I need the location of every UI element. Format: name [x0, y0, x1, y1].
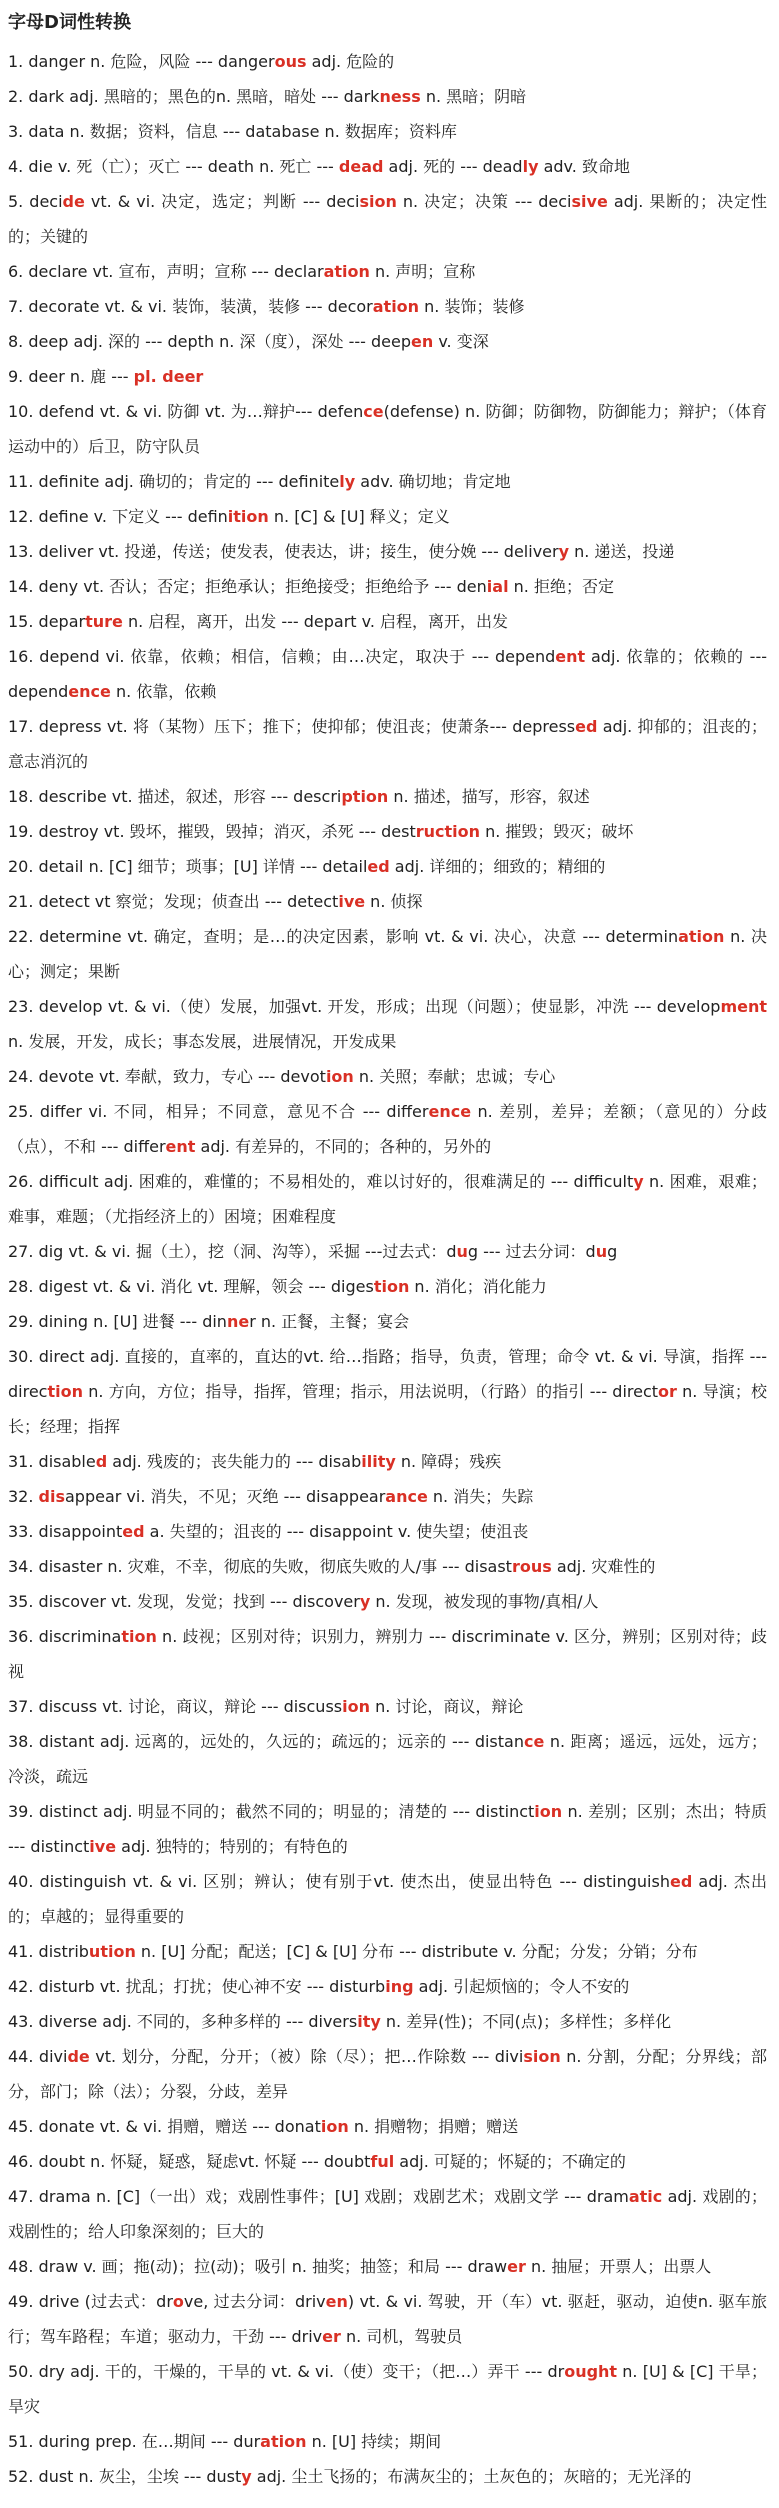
entry-36 — [8, 1619, 767, 1689]
suffix-highlight: ce — [363, 402, 384, 421]
suffix-highlight: ought — [564, 2362, 618, 2381]
entry-text: n. 消化；消化能力 — [409, 1277, 547, 1296]
entry-23 — [8, 989, 767, 1059]
entry-text: adj. 依靠的；依赖的 --- depend — [8, 647, 767, 701]
entry-text: n. 发现，被发现的事物/真相/人 — [370, 1592, 599, 1611]
suffix-highlight: ation — [323, 262, 370, 281]
entry-35 — [8, 1584, 767, 1619]
entry-text: 25. differ vi. 不同，相异；不同意，意见不合 --- differ — [8, 1102, 429, 1121]
entry-19 — [8, 814, 767, 849]
entry-text: n. 侦探 — [365, 892, 423, 911]
entry-text: 43. diverse adj. 不同的，多种多样的 --- divers — [8, 2012, 358, 2031]
entry-10 — [8, 394, 767, 464]
entry-text: n. 抽屉；开票人；出票人 — [525, 2257, 712, 2276]
entry-34 — [8, 1549, 767, 1584]
suffix-highlight: ness — [379, 87, 421, 106]
entry-42 — [8, 1969, 767, 2004]
entry-text: 33. disappoint — [8, 1522, 123, 1541]
entry-22 — [8, 919, 767, 989]
entry-40 — [8, 1864, 767, 1934]
entry-text: 40. distinguish vt. & vi. 区别；辨认；使有别于vt. 使杰出，使显出特色 --- distinguish — [8, 1872, 670, 1891]
suffix-highlight: y — [558, 542, 570, 561]
entry-text: n. [U] 分配；配送；[C] & [U] 分布 --- distribute v. 分配；分发；分销；分布 — [135, 1942, 698, 1961]
entry-text: 49. drive (过去式：dr — [8, 2292, 173, 2311]
entry-text: n. 讨论，商议，辩论 — [370, 1697, 524, 1716]
entry-18 — [8, 779, 767, 814]
entry-text: adj. 戏剧的；戏剧性的；给人印象深刻的；巨大的 — [8, 2187, 767, 2241]
suffix-highlight: ution — [88, 1942, 136, 1961]
entry-text: n. 装饰；装修 — [419, 297, 525, 316]
entry-text: 3. data n. 数据；资料，信息 --- database n. 数据库；资料库 — [8, 122, 457, 141]
entry-text: n. 障碍；残疾 — [395, 1452, 502, 1471]
entry-text: n. 困难，艰难；难事，难题；（尤指经济上的）困境；困难程度 — [8, 1172, 767, 1226]
suffix-highlight: ition — [227, 507, 269, 526]
entry-text: a. 失望的；沮丧的 --- disappoint v. 使失望；使沮丧 — [144, 1522, 529, 1541]
suffix-highlight: ility — [361, 1452, 396, 1471]
entry-text: adv. 致命地 — [538, 157, 630, 176]
entry-text: n. [U] & [C] 干旱；旱灾 — [8, 2362, 767, 2416]
suffix-highlight: ed — [122, 1522, 145, 1541]
entry-text: adj. 详细的；细致的；精细的 — [389, 857, 606, 876]
entry-text: 35. discover vt. 发现，发觉；找到 --- discover — [8, 1592, 360, 1611]
suffix-highlight: tion — [373, 1277, 410, 1296]
entry-text: n. 捐赠物；捐赠；赠送 — [348, 2117, 519, 2136]
entry-30 — [8, 1339, 767, 1444]
entry-text: 23. develop vt. & vi.（使）发展，加强vt. 开发，形成；出现（问题）；使显影，冲洗 --- develop — [8, 997, 721, 1016]
suffix-highlight: ion — [325, 1067, 354, 1086]
suffix-highlight: ation — [372, 297, 420, 316]
suffix-highlight: sive — [571, 192, 608, 211]
entry-text: 10. defend vt. & vi. 防御 vt. 为…辩护--- defen — [8, 402, 364, 421]
entry-32 — [8, 1479, 767, 1514]
suffix-highlight: ion — [342, 1697, 370, 1716]
entry-text: n. 关照；奉献；忠诚；专心 — [353, 1067, 556, 1086]
suffix-highlight: or — [658, 1382, 677, 1401]
entry-text: 42. disturb vt. 扰乱；打扰；使心神不安 --- disturb — [8, 1977, 386, 1996]
suffix-highlight: dead — [338, 157, 384, 176]
suffix-highlight: ne — [226, 1312, 250, 1331]
suffix-highlight: ture — [85, 612, 123, 631]
entry-text: n. 声明；宣称 — [369, 262, 476, 281]
entry-6 — [8, 254, 767, 289]
entry-21 — [8, 884, 767, 919]
suffix-highlight: ption — [341, 787, 389, 806]
entry-text: 11. definite adj. 确切的；肯定的 --- definite — [8, 472, 340, 491]
entry-text: ) vt. & vi. 驾驶，开（车）vt. 驱赶，驱动，迫使n. 驱车旅行；驾车路程；车道；驱动力，干劲 --- driv — [8, 2292, 767, 2346]
suffix-highlight: sion — [523, 2047, 561, 2066]
entry-11 — [8, 464, 767, 499]
suffix-highlight: sion — [359, 192, 397, 211]
entry-text: 26. difficult adj. 困难的，难懂的；不易相处的，难以讨好的，很难满足的 --- difficult — [8, 1172, 634, 1191]
entry-text: n. 差异(性)；不同(点)；多样性；多样化 — [380, 2012, 672, 2031]
suffix-highlight: er — [507, 2257, 526, 2276]
entry-9 — [8, 359, 767, 394]
entry-text: adj. 杰出的；卓越的；显得重要的 — [8, 1872, 768, 1926]
suffix-highlight: ed — [669, 1872, 693, 1891]
entry-text: n. 歧视；区别对待；识别力，辨别力 --- discriminate v. 区分，辨别；区别对待；歧视 — [8, 1627, 767, 1681]
entry-text: vt. 划分，分配，分开；（被）除（尽）；把…作除数 --- divi — [89, 2047, 524, 2066]
entry-text: vt. & vi. 决定，选定；判断 --- deci — [84, 192, 360, 211]
entry-text: n. 摧毁；毁灭；破坏 — [480, 822, 634, 841]
entry-text: adj. 抑郁的；沮丧的；意志消沉的 — [8, 717, 767, 771]
entry-text: 29. dining n. [U] 进餐 --- din — [8, 1312, 227, 1331]
entry-7 — [8, 289, 767, 324]
suffix-highlight: d — [95, 1452, 108, 1471]
entry-text: g — [607, 1242, 618, 1261]
entry-44 — [8, 2039, 767, 2109]
entry-text: 4. die v. 死（亡）；灭亡 --- death n. 死亡 --- — [8, 157, 339, 176]
entry-41 — [8, 1934, 767, 1969]
entry-text: 45. donate vt. & vi. 捐赠，赠送 --- donat — [8, 2117, 321, 2136]
entry-text: n. 司机，驾驶员 — [340, 2327, 463, 2346]
entry-17 — [8, 709, 767, 779]
suffix-highlight: ly — [522, 157, 539, 176]
entry-text: n. 差别，差异；差额；（意见的）分歧（点），不和 --- differ — [8, 1102, 767, 1156]
entry-text: 46. doubt n. 怀疑，疑惑，疑虑vt. 怀疑 --- doubt — [8, 2152, 371, 2171]
entry-text: 51. during prep. 在…期间 --- dur — [8, 2432, 261, 2451]
entry-text: 52. dust n. 灰尘，尘埃 --- dust — [8, 2467, 242, 2486]
entry-12 — [8, 499, 767, 534]
entry-text: v. 变深 — [433, 332, 489, 351]
suffix-highlight: ruction — [415, 822, 481, 841]
entry-text: n. 决心；测定；果断 — [8, 927, 767, 981]
entry-text: n. 递送，投递 — [569, 542, 675, 561]
entry-text: 21. detect vt 察觉；发现；侦查出 --- detect — [8, 892, 339, 911]
entry-49 — [8, 2284, 767, 2354]
entry-39 — [8, 1794, 767, 1864]
suffix-highlight: de — [67, 2047, 90, 2066]
suffix-highlight: ation — [260, 2432, 307, 2451]
entry-28 — [8, 1269, 767, 1304]
entry-43 — [8, 2004, 767, 2039]
entry-text: 28. digest vt. & vi. 消化 vt. 理解，领会 --- diges — [8, 1277, 374, 1296]
suffix-highlight: ence — [428, 1102, 472, 1121]
entry-text: n. 导演；校长；经理；指挥 — [8, 1382, 767, 1436]
entry-text: adj. 尘土飞扬的；布满灰尘的；土灰色的；灰暗的；无光泽的 — [251, 2467, 692, 2486]
suffix-highlight: ing — [385, 1977, 414, 1996]
entry-text: n. 发展，开发，成长；事态发展，进展情况，开发成果 — [8, 1032, 397, 1051]
entry-1 — [8, 44, 767, 79]
entry-47 — [8, 2179, 767, 2249]
suffix-highlight: ent — [165, 1137, 196, 1156]
entry-text: 20. detail n. [C] 细节；琐事；[U] 详情 --- detail — [8, 857, 368, 876]
suffix-highlight: y — [633, 1172, 644, 1191]
entry-text: 48. draw v. 画；拖(动)；拉(动)；吸引 n. 抽奖；抽签；和局 --- draw — [8, 2257, 508, 2276]
entry-text: n. 拒绝；否定 — [508, 577, 614, 596]
entry-text: 39. distinct adj. 明显不同的；截然不同的；明显的；清楚的 --- distinct — [8, 1802, 535, 1821]
entry-text: n. 分割，分配；分界线；部分，部门；除（法）；分裂，分歧，差异 — [8, 2047, 767, 2101]
entry-20 — [8, 849, 767, 884]
entry-text: adv. 确切地；肯定地 — [355, 472, 511, 491]
entry-text: 6. declare vt. 宣布，声明；宣称 --- declar — [8, 262, 324, 281]
suffix-highlight: u — [595, 1242, 608, 1261]
suffix-highlight: ive — [89, 1837, 117, 1856]
entry-list — [6, 44, 767, 2494]
entry-text: adj. 独特的；特别的；有特色的 — [116, 1837, 348, 1856]
entry-text: 27. dig vt. & vi. 掘（土），挖（洞、沟等），采掘 ---过去式：d — [8, 1242, 457, 1261]
entry-48 — [8, 2249, 767, 2284]
suffix-highlight: ly — [339, 472, 356, 491]
entry-text: 13. deliver vt. 投递，传送；使发表，使表达，讲；接生，使分娩 --- deliver — [8, 542, 559, 561]
entry-text: n. 黑暗；阴暗 — [420, 87, 527, 106]
entry-text: (defense) n. 防御；防御物，防御能力；辩护；（体育运动中的）后卫，防守队员 — [8, 402, 767, 456]
entry-text: 37. discuss vt. 讨论，商议，辩论 --- discuss — [8, 1697, 343, 1716]
page-title: 字母D词性转换 — [8, 12, 131, 33]
entry-2 — [8, 79, 767, 114]
entry-45 — [8, 2109, 767, 2144]
entry-text: 7. decorate vt. & vi. 装饰，装潢，装修 --- decor — [8, 297, 373, 316]
suffix-highlight: ation — [678, 927, 725, 946]
entry-15 — [8, 604, 767, 639]
entry-52 — [8, 2459, 767, 2494]
suffix-highlight: pl. deer — [133, 367, 204, 386]
entry-text: 18. describe vt. 描述，叙述，形容 --- descri — [8, 787, 342, 806]
suffix-highlight: ive — [338, 892, 366, 911]
suffix-highlight: u — [456, 1242, 468, 1261]
entry-text: 30. direct adj. 直接的，直率的，直达的vt. 给…指路；指导，负责，管理；命令 vt. & vi. 导演，指挥 --- direc — [8, 1347, 767, 1401]
entry-26 — [8, 1164, 767, 1234]
entry-text: 12. define v. 下定义 --- defin — [8, 507, 228, 526]
suffix-highlight: ion — [534, 1802, 563, 1821]
entry-text: 19. destroy vt. 毁坏，摧毁，毁掉；消灭，杀死 --- dest — [8, 822, 416, 841]
entry-text: 34. disaster n. 灾难，不幸，彻底的失败，彻底失败的人/事 --- disast — [8, 1557, 512, 1576]
entry-text: ve, 过去分词：driv — [183, 2292, 326, 2311]
entry-text: 9. deer n. 鹿 --- — [8, 367, 134, 386]
entry-text: 50. dry adj. 干的，干燥的，干旱的 vt. & vi.（使）变干；（把…）弄干 --- dr — [8, 2362, 565, 2381]
entry-text: n. 启程，离开，出发 --- depart v. 启程，离开，出发 — [122, 612, 509, 631]
entry-31 — [8, 1444, 767, 1479]
entry-text: n. 依靠，依赖 — [110, 682, 217, 701]
entry-text: adj. 危险的 — [306, 52, 395, 71]
entry-text: n. 距离；遥远，远处，远方；冷淡，疏远 — [8, 1732, 767, 1786]
entry-text: g --- 过去分词：d — [467, 1242, 596, 1261]
entry-text: n. 决定；决策 --- deci — [396, 192, 572, 211]
entry-38 — [8, 1724, 767, 1794]
entry-text: n. [U] 持续；期间 — [306, 2432, 442, 2451]
entry-37 — [8, 1689, 767, 1724]
entry-13 — [8, 534, 767, 569]
entry-text: adj. 有差异的，不同的；各种的，另外的 — [195, 1137, 492, 1156]
entry-text: adj. 引起烦恼的；令人不安的 — [413, 1977, 630, 1996]
suffix-highlight: o — [172, 2292, 184, 2311]
entry-50 — [8, 2354, 767, 2424]
entry-8 — [8, 324, 767, 359]
entry-text: 14. deny vt. 否认；否定；拒绝承认；拒绝接受；拒绝给予 --- den — [8, 577, 487, 596]
suffix-highlight: ance — [385, 1487, 428, 1506]
entry-text: n. 消失；失踪 — [427, 1487, 534, 1506]
entry-51 — [8, 2424, 767, 2459]
entry-text: 36. discrimina — [8, 1627, 122, 1646]
suffix-highlight: en — [325, 2292, 348, 2311]
entry-16 — [8, 639, 767, 709]
entry-4 — [8, 149, 767, 184]
entry-text: n. 方向，方位；指导，指挥，管理；指示，用法说明，（行路）的指引 --- direct — [82, 1382, 659, 1401]
entry-text: 5. deci — [8, 192, 63, 211]
entry-text: 8. deep adj. 深的 --- depth n. 深（度），深处 --- deep — [8, 332, 411, 351]
entry-text: 16. depend vi. 依靠，依赖；相信，信赖；由…决定，取决于 --- depend — [8, 647, 556, 666]
suffix-highlight: ed — [575, 717, 598, 736]
entry-text: 41. distrib — [8, 1942, 89, 1961]
entry-29 — [8, 1304, 767, 1339]
entry-text: 2. dark adj. 黑暗的；黑色的n. 黑暗，暗处 --- dark — [8, 87, 380, 106]
suffix-highlight: ment — [720, 997, 767, 1016]
entry-46 — [8, 2144, 767, 2179]
entry-text: 24. devote vt. 奉献，致力，专心 --- devot — [8, 1067, 326, 1086]
entry-3 — [8, 114, 767, 149]
suffix-highlight: en — [410, 332, 434, 351]
suffix-highlight: rous — [511, 1557, 552, 1576]
suffix-highlight: ed — [367, 857, 390, 876]
entry-5 — [8, 184, 767, 254]
entry-33 — [8, 1514, 767, 1549]
entry-text: n. 描述，描写，形容，叙述 — [388, 787, 590, 806]
entry-text: adj. 果断的；决定性的；关键的 — [8, 192, 768, 246]
entry-text: adj. 可疑的；怀疑的；不确定的 — [394, 2152, 626, 2171]
entry-24 — [8, 1059, 767, 1094]
entry-text: 31. disable — [8, 1452, 96, 1471]
suffix-highlight: ous — [274, 52, 307, 71]
suffix-highlight: dis — [38, 1487, 65, 1506]
suffix-highlight: ence — [68, 682, 111, 701]
entry-text: n. 差别；区别；杰出；特质 --- distinct — [8, 1802, 767, 1856]
entry-text: adj. 灾难性的 — [551, 1557, 656, 1576]
suffix-highlight: ial — [486, 577, 509, 596]
suffix-highlight: y — [241, 2467, 252, 2486]
entry-text: adj. 残废的；丧失能力的 --- disab — [107, 1452, 362, 1471]
suffix-highlight: er — [322, 2327, 341, 2346]
entry-25 — [8, 1094, 767, 1164]
entry-14 — [8, 569, 767, 604]
suffix-highlight: tion — [47, 1382, 83, 1401]
entry-text: appear vi. 消失，不见；灭绝 --- disappear — [65, 1487, 386, 1506]
suffix-highlight: ent — [555, 647, 586, 666]
entry-text: 44. divi — [8, 2047, 68, 2066]
entry-text: 38. distant adj. 远离的，远处的，久远的；疏远的；远亲的 --- distan — [8, 1732, 524, 1751]
entry-text: adj. 死的 --- dead — [383, 157, 523, 176]
suffix-highlight: tion — [121, 1627, 157, 1646]
suffix-highlight: ful — [370, 2152, 395, 2171]
entry-text: 47. drama n. [C]（一出）戏；戏剧性事件；[U] 戏剧；戏剧艺术；戏剧文学 --- dram — [8, 2187, 629, 2206]
suffix-highlight: y — [359, 1592, 371, 1611]
entry-text: 22. determine vt. 确定，查明；是…的决定因素，影响 vt. & vi. 决心，决意 --- determin — [8, 927, 679, 946]
entry-text: n. [C] & [U] 释义；定义 — [268, 507, 450, 526]
suffix-highlight: ce — [523, 1732, 545, 1751]
entry-27 — [8, 1234, 767, 1269]
entry-text: 32. — [8, 1487, 39, 1506]
entry-text: 17. depress vt. 将（某物）压下；推下；使抑郁；使沮丧；使萧条--- depress — [8, 717, 576, 736]
suffix-highlight: ion — [320, 2117, 349, 2136]
entry-text: 1. danger n. 危险，风险 --- danger — [8, 52, 275, 71]
entry-text: 15. depar — [8, 612, 86, 631]
entry-text: r n. 正餐，主餐；宴会 — [249, 1312, 410, 1331]
suffix-highlight: atic — [628, 2187, 663, 2206]
suffix-highlight: ity — [357, 2012, 381, 2031]
suffix-highlight: de — [62, 192, 85, 211]
